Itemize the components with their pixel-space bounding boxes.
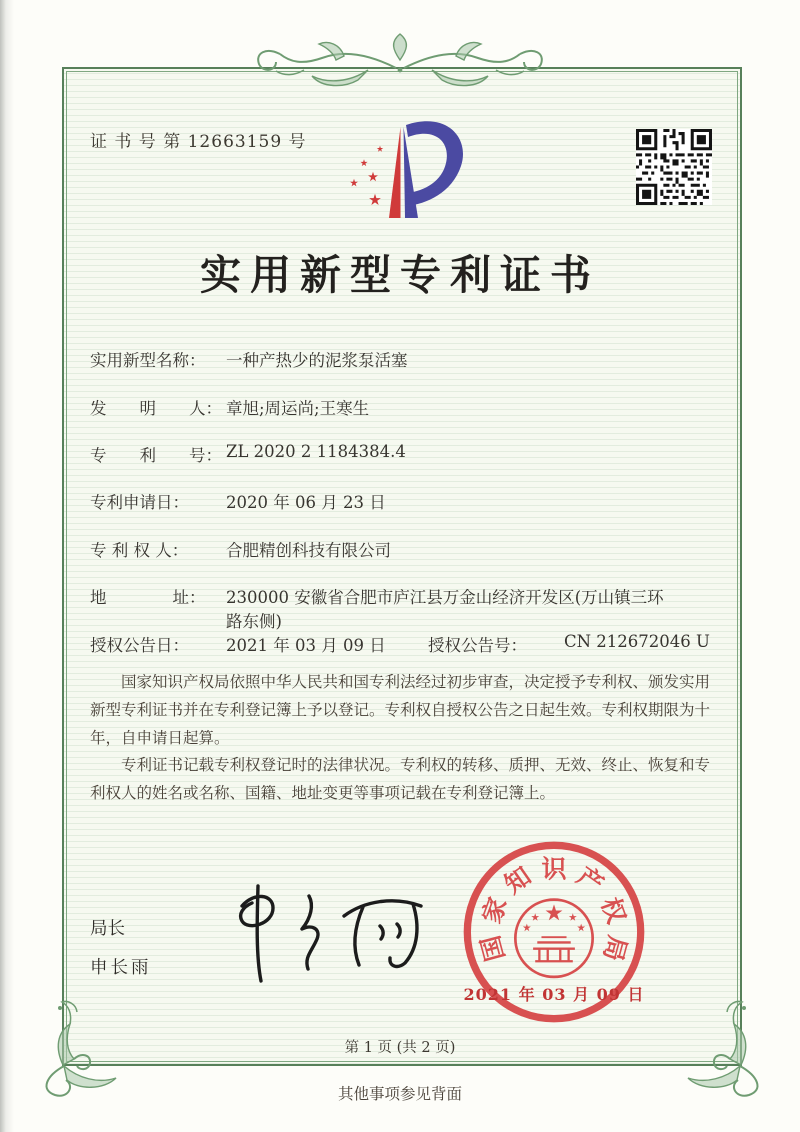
logo-stars <box>350 146 383 205</box>
field-value: CN 212672046 U <box>564 632 710 651</box>
director-title: 局长 <box>90 919 125 939</box>
cnipa-logo <box>330 113 480 235</box>
field-label: 专 利 权 人： <box>90 541 189 560</box>
page-number: 第 1 页 (共 2 页) <box>344 1040 456 1056</box>
legal-text <box>90 669 714 808</box>
certificate-title: 实用新型专利证书 <box>200 251 600 299</box>
field-label: 地 址： <box>90 588 206 607</box>
seal-char: 知 <box>498 860 537 900</box>
field-patentee <box>90 537 391 561</box>
seal-char: 权 <box>595 893 633 928</box>
field-value: 合肥精创科技有限公司 <box>226 541 391 560</box>
field-label: 专利申请日： <box>90 493 189 512</box>
field-value: 230000 安徽省合肥市庐江县万金山经济开发区(万山镇三环路东侧) <box>226 588 664 631</box>
director-signature <box>212 876 447 994</box>
field-value: 章旭;周运尚;王寒生 <box>226 399 370 418</box>
field-label: 实用新型名称： <box>90 351 206 370</box>
field-label: 授权公告号： <box>428 636 527 655</box>
certificate-number: 证 书 号 第 12663159 号 <box>90 132 307 152</box>
seal-char: 产 <box>571 860 610 900</box>
field-value: 2021 年 03 月 09 日 <box>226 636 386 655</box>
seal-char: 国 <box>474 932 511 965</box>
field-inventors <box>90 395 369 419</box>
field-filing-date <box>90 489 386 513</box>
reverse-side-note: 其他事项参见背面 <box>337 1085 462 1103</box>
field-label: 授权公告日： <box>90 636 189 655</box>
field-grant-number <box>428 632 754 656</box>
field-address <box>90 584 668 632</box>
field-utility-model-name <box>90 347 408 371</box>
seal-char: 家 <box>475 893 513 928</box>
seal-date: 2021 年 03 月 09 日 <box>463 985 645 1004</box>
national-emblem <box>515 900 592 977</box>
top-flourish-ornament <box>220 26 580 96</box>
legal-paragraph-1: 国家知识产权局依照中华人民共和国专利法经过初步审查，决定授予专利权、颁发实用新型专利证书并在专利登记簿上予以登记。专利权自授权公告之日起生效。专利权期限为十年，自申请日起算。 <box>90 673 711 747</box>
seal-char: 局 <box>597 932 634 965</box>
director-name: 申长雨 <box>90 958 152 978</box>
field-value: ZL 2020 2 1184384.4 <box>226 442 406 461</box>
field-label: 发 明 人： <box>90 399 222 418</box>
seal-char: 识 <box>541 853 567 884</box>
legal-paragraph-2: 专利证书记载专利权登记时的法律状况。专利权的转移、质押、无效、终止、恢复和专利权人的姓名或名称、国籍、地址变更等事项记载在专利登记簿上。 <box>90 756 711 803</box>
field-value: 2020 年 06 月 23 日 <box>226 493 386 512</box>
field-value: 一种产热少的泥浆泵活塞 <box>226 351 408 370</box>
field-grant-announcement <box>90 632 710 656</box>
field-label: 专 利 号： <box>90 446 222 465</box>
field-patent-number <box>90 442 406 466</box>
qr-code <box>636 129 712 205</box>
